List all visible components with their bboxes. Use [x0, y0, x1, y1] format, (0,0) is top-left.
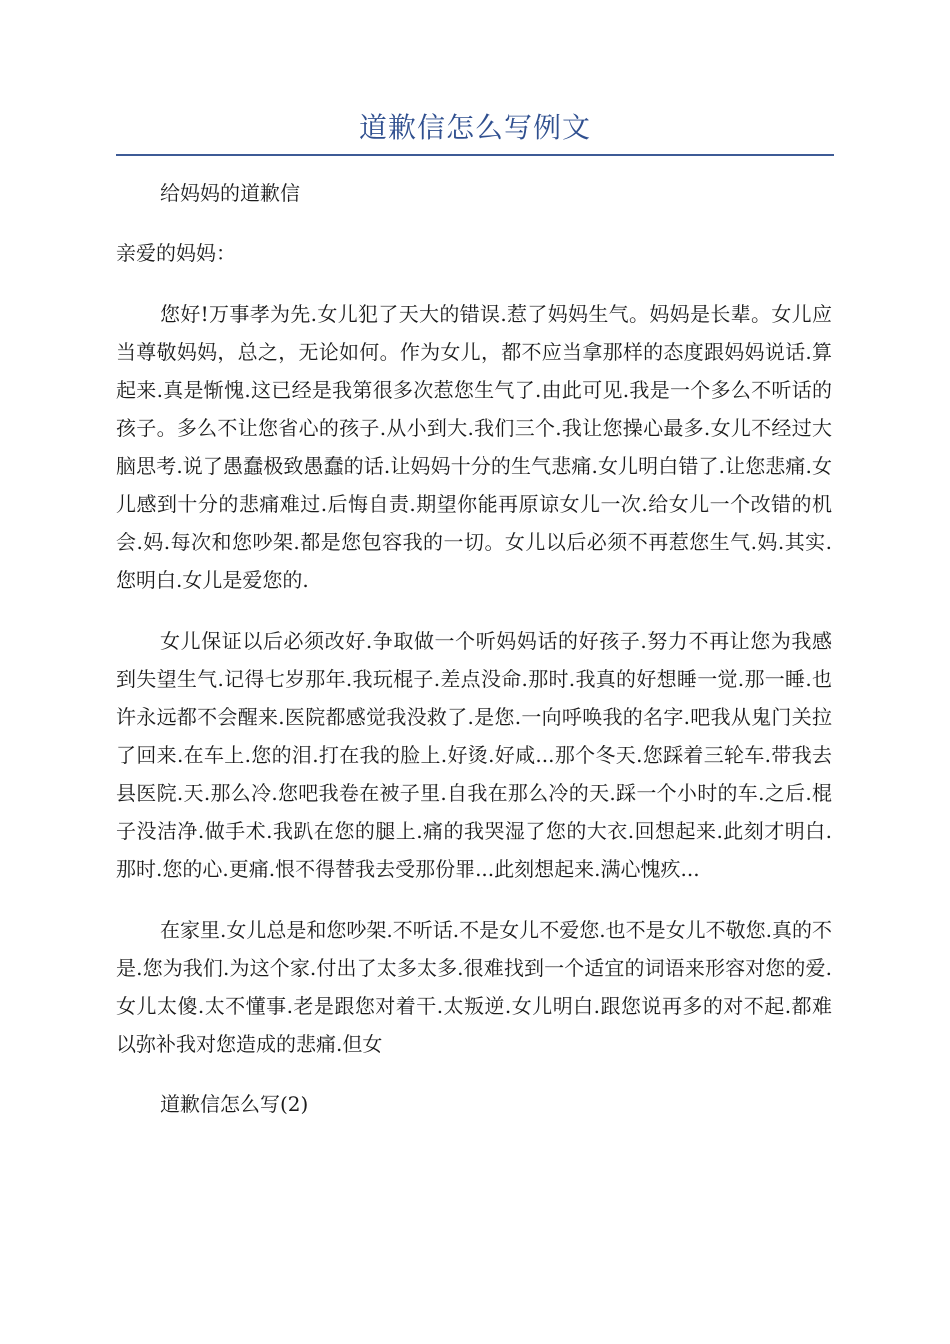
letter-salutation: 亲爱的妈妈： [116, 241, 236, 265]
title-underline [116, 154, 834, 156]
document-title: 道歉信怎么写例文 [358, 111, 591, 144]
section-heading-next: 道歉信怎么写(2) [160, 1092, 309, 1116]
letter-subtitle: 给妈妈的道歉信 [160, 181, 300, 205]
letter-paragraph-3: 在家里.女儿总是和您吵架.不听话.不是女儿不爱您.也不是女儿不敬您.真的不是.您为我们.为这个家.付出了太多太多.很难找到一个适宜的词语来形容对您的爱.女儿太傻.太不懂事.老是跟您对着干.太叛逆.女儿明白.跟您说再多的对不起.都难以弥补我对您造成的悲痛.但女 [116, 918, 832, 1056]
letter-paragraph-2: 女儿保证以后必须改好.争取做一个听妈妈话的好孩子.努力不再让您为我感到失望生气.记得七岁那年.我玩棍子.差点没命.那时.我真的好想睡一觉.那一睡.也许永远都不会醒来.医院都感觉我没救了.是您.一向呼唤我的名字.吧我从鬼门关拉了回来.在车上.您的泪.打在我的脸上.好烫.好咸...那个冬天.您踩着三轮车.带我去县医院.天.那么冷.您吧我卷在被子里.自我在那么冷的天.踩一个小时的车.之后.棍子没洁净.做手术.我趴在您的腿上.痛的我哭湿了您的大衣.回想起来.此刻才明白.那时.您的心.更痛.恨不得替我去受那份罪...此刻想起来.满心愧疚... [116, 629, 832, 881]
letter-paragraph-1: 您好!万事孝为先.女儿犯了天大的错误.惹了妈妈生气。妈妈是长辈。女儿应当尊敬妈妈，总之，无论如何。作为女儿，都不应当拿那样的态度跟妈妈说话.算起来.真是惭愧.这已经是我第很多次惹您生气了.由此可见.我是一个多么不听话的孩子。多么不让您省心的孩子.从小到大.我们三个.我让您操心最多.女儿不经过大脑思考.说了愚蠢极致愚蠢的话.让妈妈十分的生气悲痛.女儿明白错了.让您悲痛.女儿感到十分的悲痛难过.后悔自责.期望你能再原谅女儿一次.给女儿一个改错的机会.妈.每次和您吵架.都是您包容我的一切。女儿以后必须不再惹您生气.妈.其实.您明白.女儿是爱您的. [116, 302, 832, 592]
document-body [116, 174, 832, 1123]
